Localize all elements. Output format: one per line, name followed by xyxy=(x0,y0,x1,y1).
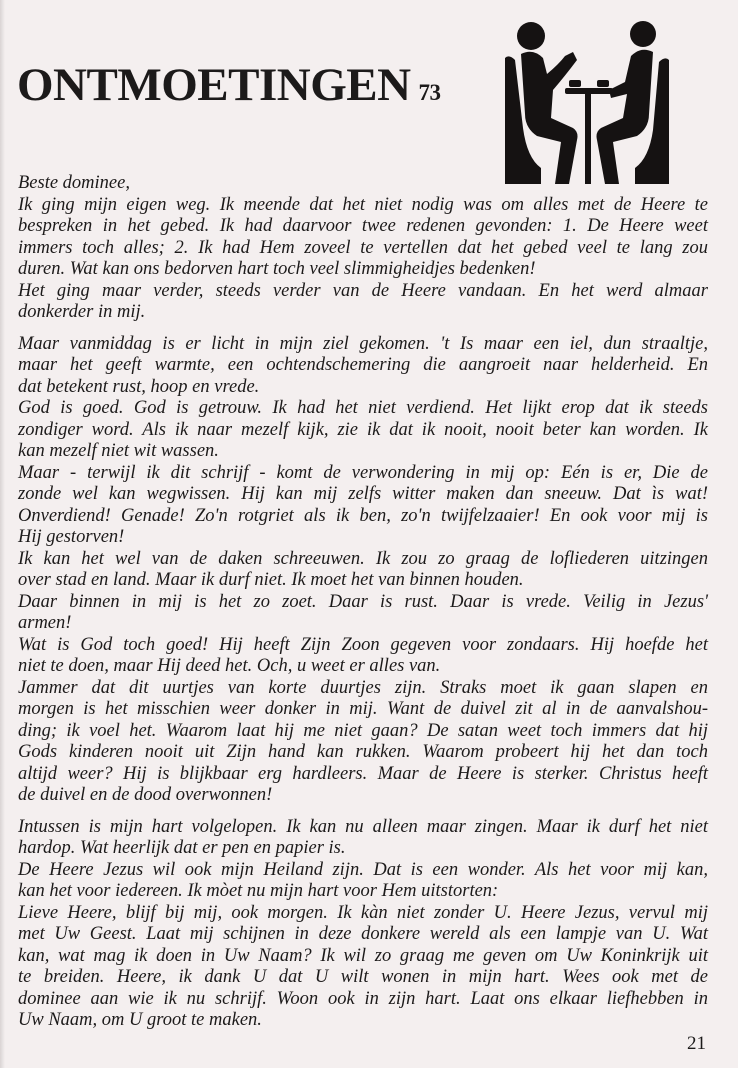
text-line: donkerder in mij. xyxy=(18,302,146,322)
text-line: Beste dominee, xyxy=(18,173,130,193)
letter-paragraph xyxy=(18,903,708,1032)
text-line: De Heere Jezus wil ook mijn Heiland zijn. Dat is een wonder. Als het voor mij kan, xyxy=(18,859,708,880)
letter-paragraph xyxy=(18,334,708,399)
letter-section xyxy=(18,817,708,1032)
text-line: Ik kan het wel van de daken schreeuwen. Ik zou zo graag de lofliederen uitzingen xyxy=(18,548,708,569)
text-line: Ik ging mijn eigen weg. Ik meende dat het niet nodig was om alles met de Heere te xyxy=(18,194,708,215)
text-line: Hij gestorven! xyxy=(18,527,125,547)
title-number: 73 xyxy=(418,80,441,105)
text-line: Daar binnen in mij is het zo zoet. Daar is rust. Daar is vrede. Veilig in Jezus' xyxy=(18,591,708,612)
section-gap xyxy=(18,324,708,334)
text-line: ding; ik voel het. Waarom laat hij me niet gaan? De satan weet toch immers dat hij xyxy=(18,720,708,741)
text-line: bespreken in het gebed. Ik had daarvoor twee redenen gevonden: 1. De Heere weet xyxy=(18,216,708,236)
text-line: Maar vanmiddag is er licht in mijn ziel gekomen. 't Is maar een iel, dun straaltje, xyxy=(18,333,708,354)
page-edge-shadow xyxy=(0,0,5,1068)
text-line: Het ging maar verder, steeds verder van de Heere vandaan. En het werd almaar xyxy=(18,280,708,301)
text-line: niet te doen, maar Hij deed het. Och, u weet er alles van. xyxy=(18,656,441,676)
page-number: 21 xyxy=(687,1033,706,1054)
text-line: zondiger word. Als ik naar mezelf kijk, zie ik dat ik nooit, nooit beter kan worden. Ik xyxy=(18,419,708,440)
letter-paragraph xyxy=(18,173,708,195)
text-line: Lieve Heere, blijf bij mij, ook morgen. Ik kàn niet zonder U. Heere Jezus, vervul mij xyxy=(18,902,708,923)
text-line: immers toch alles; 2. Ik had Hem zoveel te vertellen dat het gebed veel te lang zou xyxy=(18,237,708,258)
text-line: maar het geeft warmte, een ochtendschemering die aangroeit naar helderheid. En xyxy=(18,355,708,375)
text-line: kan het voor iedereen. Ik mòet nu mijn hart voor Hem uitstorten: xyxy=(18,881,499,901)
text-line: altijd weer? Hij is blijkbaar erg hardleers. Maar de Heere is sterker. Christus heeft xyxy=(18,763,708,784)
text-line: te breiden. Heere, ik dank U dat U wilt wonen in mijn hart. Wees ook met de xyxy=(18,967,708,987)
text-line: kan, wat mag ik doen in Uw Naam? Ik wil zo graag me geven om Uw Koninkrijk uit xyxy=(18,945,708,966)
letter-paragraph xyxy=(18,860,708,903)
letter-paragraph xyxy=(18,463,708,549)
text-line: God is goed. God is getrouw. Ik had het niet verdiend. Het lijkt erop dat ik steeds xyxy=(18,398,708,418)
letter-section xyxy=(18,334,708,807)
text-line: Gods kinderen nooit uit Zijn hand kan rukken. Waarom probeert hij het dan toch xyxy=(18,742,708,762)
letter-paragraph xyxy=(18,195,708,281)
text-line: Intussen is mijn hart volgelopen. Ik kan nu alleen maar zingen. Maar ik durf het niet xyxy=(18,816,708,837)
two-people-at-table-icon xyxy=(503,18,671,184)
text-line: over stad en land. Maar ik durf niet. Ik moet het van binnen houden. xyxy=(18,570,524,590)
letter-body xyxy=(18,173,708,1032)
text-line: met Uw Geest. Laat mij schijnen in deze donkere wereld als een lampje van U. Wat xyxy=(18,924,708,944)
text-line: kan mezelf niet wit wassen. xyxy=(18,441,219,461)
letter-paragraph xyxy=(18,281,708,324)
title-text: ONTMOETINGEN xyxy=(17,59,411,111)
letter-section xyxy=(18,173,708,324)
text-line: de duivel en de dood overwonnen! xyxy=(18,785,273,805)
text-line: morgen is het misschien weer donker in mij. Want de duivel zit al in de aanvalshou- xyxy=(18,699,708,719)
letter-paragraph xyxy=(18,678,708,807)
letter-paragraph xyxy=(18,592,708,635)
letter-paragraph xyxy=(18,635,708,678)
text-line: Maar - terwijl ik dit schrijf - komt de verwondering in mij op: Eén is er, Die de xyxy=(18,462,708,483)
letter-paragraph xyxy=(18,817,708,860)
text-line: Wat is God toch goed! Hij heeft Zijn Zoon gegeven voor zondaars. Hij hoefde het xyxy=(18,634,708,655)
section-gap xyxy=(18,807,708,817)
page-title xyxy=(17,60,441,118)
text-line: Onverdiend! Genade! Zo'n rotgriet als ik ben, zo'n twijfelzaaier! En ook voor mij is xyxy=(18,505,708,526)
text-line: dominee aan wie ik nu schrijf. Woon ook in zijn hart. Laat ons elkaar liefhebben in xyxy=(18,988,708,1009)
text-line: Uw Naam, om U groot te maken. xyxy=(18,1010,262,1030)
text-line: dat betekent rust, hoop en vrede. xyxy=(18,376,260,397)
text-line: duren. Wat kan ons bedorven hart toch veel slimmigheidjes bedenken! xyxy=(18,259,536,279)
letter-paragraph xyxy=(18,398,708,463)
letter-paragraph xyxy=(18,549,708,592)
text-line: armen! xyxy=(18,613,72,633)
text-line: zonde wel kan wegwissen. Hij kan mij zelfs witter maken dan sneeuw. Dat ìs wat! xyxy=(18,484,708,504)
text-line: Jammer dat dit uurtjes van korte duurtjes zijn. Straks moet ik gaan slapen en xyxy=(18,677,708,698)
text-line: hardop. Wat heerlijk dat er pen en papier is. xyxy=(18,838,346,858)
